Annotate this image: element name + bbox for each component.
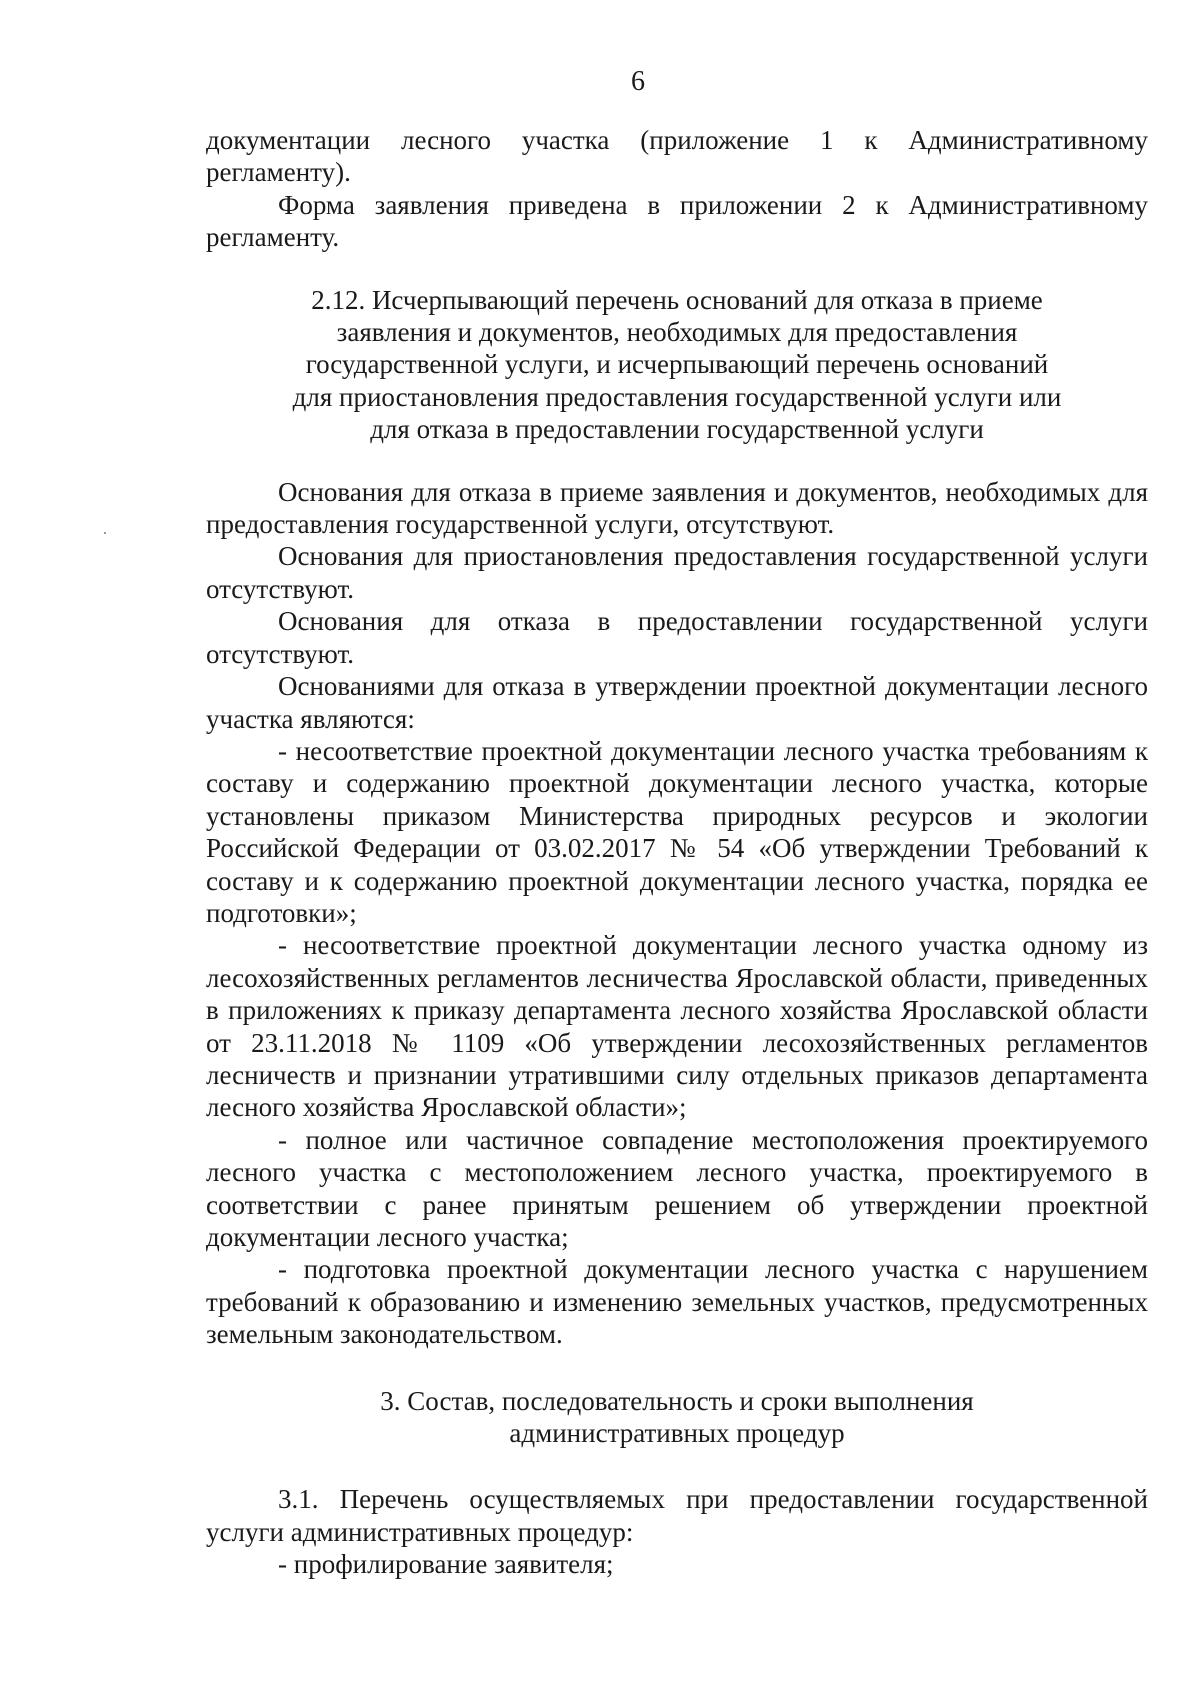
list-item: - подготовка проектной документации лесного участка с нарушением требований к образованию и изменению земельных участков, предусмотренных земельным законодательством. (206, 1254, 1148, 1350)
intro-paragraph-1: документации лесного участка (приложение 1 к Административному регламенту). (206, 125, 1148, 188)
intro-paragraph-2: Форма заявления приведена в приложении 2 к Административному регламенту. (206, 189, 1148, 253)
heading-line: для приостановления предоставления государственной услуги или (292, 381, 1062, 412)
scan-artifact (104, 532, 106, 534)
spacer (206, 1449, 1148, 1483)
section-3-heading (206, 1385, 1148, 1450)
page-number: 6 (631, 66, 645, 97)
heading-line: административных процедур (509, 1418, 845, 1449)
heading-line: 3. Состав, последовательность и сроки выполнения (380, 1385, 974, 1416)
spacer (206, 446, 1148, 476)
section-2-12-heading (206, 284, 1148, 446)
spacer (206, 1351, 1148, 1385)
heading-line: 2.12. Исчерпывающий перечень оснований для отказа в приеме (311, 284, 1043, 315)
document-body (206, 124, 1148, 1581)
procedures-list-intro: 3.1. Перечень осуществляемых при предоставлении государственной услуги административных процедур: (206, 1484, 1148, 1547)
list-item: - несоответствие проектной документации лесного участка одному из лесохозяйственных регламентов лесничества Ярославской области, приведенных в приложениях к приказу департамента лесного хозяйства Ярославской области от 23.11.2018 № 1109 «Об утверждении лесохозяйственных регламентов лесничеств и признании утратившими силу отдельных приказов департамента лесного хозяйства Ярославской области»; (206, 930, 1148, 1123)
spacer (206, 254, 1148, 284)
list-item: - полное или частичное совпадение местоположения проектируемого лесного участка с местоположением лесного участка, проектируемого в соответствии с ранее принятым решением об утверждении проектной документации лесного участка; (206, 1124, 1148, 1252)
refusal-provision-paragraph: Основания для отказа в предоставлении государственной услуги отсутствуют. (206, 606, 1148, 669)
heading-line: для отказа в предоставлении государственной услуги (370, 414, 984, 445)
refusal-approval-paragraph: Основаниями для отказа в утверждении проектной документации лесного участка являются: (206, 671, 1148, 734)
heading-line: заявления и документов, необходимых для предоставления (336, 317, 1018, 348)
suspension-paragraph: Основания для приостановления предоставления государственной услуги отсутствуют. (206, 541, 1148, 604)
heading-line: государственной услуги, и исчерпывающий перечень оснований (305, 349, 1049, 380)
list-item: - профилирование заявителя; (278, 1549, 614, 1580)
refusal-acceptance-paragraph: Основания для отказа в приеме заявления и документов, необходимых для предоставления государственной услуги, отсутствуют. (206, 476, 1148, 540)
list-item: - несоответствие проектной документации лесного участка требованиям к составу и содержанию проектной документации лесного участка, которые установлены приказом Министерства природных ресурсов и экологии Российской Федерации от 03.02.2017 № 54 «Об утверждении Требований к составу и к содержанию проектной документации лесного участка, порядка ее подготовки»; (206, 735, 1148, 928)
